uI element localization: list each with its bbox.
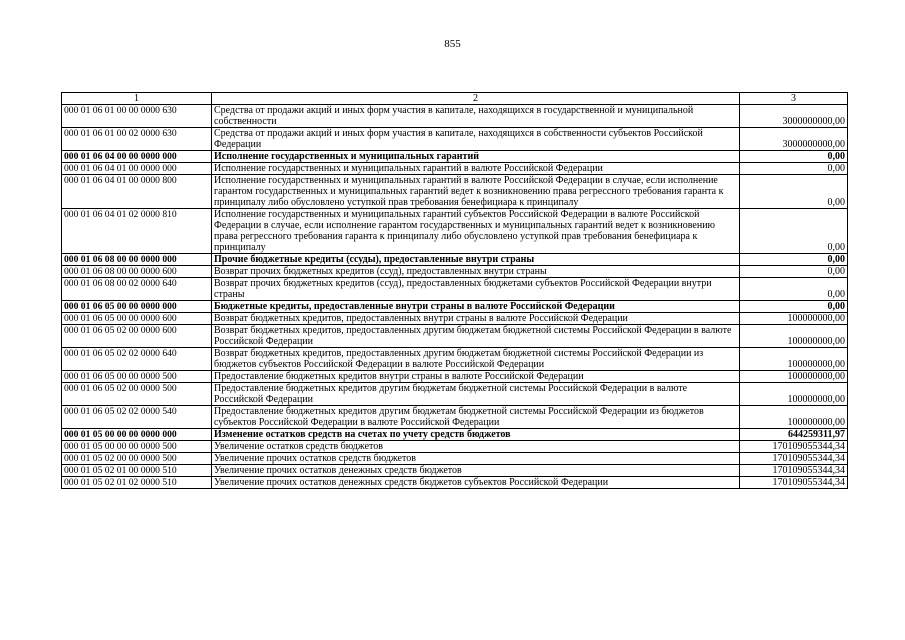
- row-name-cell: Средства от продажи акций и иных форм участия в капитале, находящихся в государственной и муниципальной собственности: [212, 105, 740, 128]
- table-row: [62, 163, 848, 175]
- row-code-cell: 000 01 06 01 00 02 0000 630: [62, 128, 212, 151]
- row-amount-cell: 0,00: [740, 163, 848, 175]
- row-amount-cell: 3000000000,00: [740, 128, 848, 151]
- row-amount-cell: 100000000,00: [740, 406, 848, 429]
- row-name-cell: Изменение остатков средств на счетах по учету средств бюджетов: [212, 429, 740, 441]
- row-name-cell: Исполнение государственных и муниципальных гарантий: [212, 151, 740, 163]
- table-row: [62, 325, 848, 348]
- row-name-cell: Увеличение прочих остатков денежных средств бюджетов субъектов Российской Федерации: [212, 477, 740, 489]
- row-amount-cell: 0,00: [740, 278, 848, 301]
- row-code-cell: 000 01 06 05 02 02 0000 540: [62, 406, 212, 429]
- row-name-cell: Средства от продажи акций и иных форм участия в капитале, находящихся в собственности субъектов Российской Федерации: [212, 128, 740, 151]
- row-code-cell: 000 01 06 05 02 00 0000 600: [62, 325, 212, 348]
- table-row: [62, 383, 848, 406]
- table-row: [62, 105, 848, 128]
- row-amount-cell: 0,00: [740, 254, 848, 266]
- table-row: [62, 266, 848, 278]
- row-name-cell: Предоставление бюджетных кредитов внутри страны в валюте Российской Федерации: [212, 371, 740, 383]
- row-code-cell: 000 01 05 02 01 02 0000 510: [62, 477, 212, 489]
- row-name-cell: Бюджетные кредиты, предоставленные внутри страны в валюте Российской Федерации: [212, 301, 740, 313]
- row-amount-cell: 100000000,00: [740, 325, 848, 348]
- column-header-code: 1: [62, 93, 212, 105]
- table-row: [62, 313, 848, 325]
- row-name-cell: Увеличение прочих остатков средств бюджетов: [212, 453, 740, 465]
- row-name-cell: Возврат бюджетных кредитов, предоставленных внутри страны в валюте Российской Федерации: [212, 313, 740, 325]
- row-amount-cell: 170109055344,34: [740, 441, 848, 453]
- row-name-cell: Исполнение государственных и муниципальных гарантий в валюте Российской Федерации: [212, 163, 740, 175]
- table-header-row: [62, 93, 848, 105]
- row-name-cell: Возврат бюджетных кредитов, предоставленных другим бюджетам бюджетной системы Российской Федерации из бюджетов субъектов Российской Федерации в валюте Российской Федерации: [212, 348, 740, 371]
- row-name-cell: Предоставление бюджетных кредитов другим бюджетам бюджетной системы Российской Федерации из бюджетов субъектов Российской Федерации в валюте Российской Федерации: [212, 406, 740, 429]
- row-code-cell: 000 01 06 04 01 00 0000 800: [62, 175, 212, 209]
- table-row: [62, 429, 848, 441]
- row-code-cell: 000 01 05 00 00 00 0000 500: [62, 441, 212, 453]
- row-code-cell: 000 01 05 00 00 00 0000 000: [62, 429, 212, 441]
- row-code-cell: 000 01 05 02 01 00 0000 510: [62, 465, 212, 477]
- row-amount-cell: 100000000,00: [740, 383, 848, 406]
- column-header-amount: 3: [740, 93, 848, 105]
- table-row: [62, 371, 848, 383]
- table-row: [62, 406, 848, 429]
- row-amount-cell: 170109055344,34: [740, 453, 848, 465]
- row-code-cell: 000 01 06 05 02 02 0000 640: [62, 348, 212, 371]
- row-name-cell: Увеличение остатков средств бюджетов: [212, 441, 740, 453]
- table-row: [62, 175, 848, 209]
- row-name-cell: Предоставление бюджетных кредитов другим бюджетам бюджетной системы Российской Федерации в валюте Российской Федерации: [212, 383, 740, 406]
- row-amount-cell: 3000000000,00: [740, 105, 848, 128]
- page-number: 855: [444, 38, 461, 50]
- row-amount-cell: 0,00: [740, 301, 848, 313]
- row-amount-cell: 100000000,00: [740, 313, 848, 325]
- row-name-cell: Исполнение государственных и муниципальных гарантий в валюте Российской Федерации в случае, если исполнение гарантом государственных и муниципальных гарантий ведет к возникновению права регрессного требования гаранта к принципалу либо обусловлено уступкой прав требования бенефициара к принципалу: [212, 175, 740, 209]
- row-amount-cell: 644259311,97: [740, 429, 848, 441]
- row-name-cell: Исполнение государственных и муниципальных гарантий субъектов Российской Федерации в валюте Российской Федерации в случае, если исполнение гарантом государственных и муниципальных гарантий ведет к возникновению права регрессного требования гаранта к принципалу либо обусловлено уступкой прав требования бенефициара к принципалу: [212, 209, 740, 254]
- row-code-cell: 000 01 06 08 00 00 0000 600: [62, 266, 212, 278]
- column-header-name: 2: [212, 93, 740, 105]
- row-amount-cell: 100000000,00: [740, 371, 848, 383]
- table-row: [62, 278, 848, 301]
- row-code-cell: 000 01 06 04 01 02 0000 810: [62, 209, 212, 254]
- row-code-cell: 000 01 06 05 02 00 0000 500: [62, 383, 212, 406]
- row-code-cell: 000 01 06 08 00 00 0000 000: [62, 254, 212, 266]
- table-row: [62, 254, 848, 266]
- row-code-cell: 000 01 06 08 00 02 0000 640: [62, 278, 212, 301]
- row-amount-cell: 0,00: [740, 209, 848, 254]
- row-name-cell: Возврат прочих бюджетных кредитов (ссуд), предоставленных внутри страны: [212, 266, 740, 278]
- row-code-cell: 000 01 06 04 00 00 0000 000: [62, 151, 212, 163]
- table-row: [62, 209, 848, 254]
- table-row: [62, 441, 848, 453]
- row-amount-cell: 170109055344,34: [740, 477, 848, 489]
- row-name-cell: Увеличение прочих остатков денежных средств бюджетов: [212, 465, 740, 477]
- row-amount-cell: 0,00: [740, 151, 848, 163]
- table-row: [62, 151, 848, 163]
- table-row: [62, 453, 848, 465]
- row-code-cell: 000 01 06 05 00 00 0000 000: [62, 301, 212, 313]
- row-code-cell: 000 01 05 02 00 00 0000 500: [62, 453, 212, 465]
- row-name-cell: Возврат прочих бюджетных кредитов (ссуд), предоставленных бюджетами субъектов Российской Федерации внутри страны: [212, 278, 740, 301]
- row-code-cell: 000 01 06 04 01 00 0000 000: [62, 163, 212, 175]
- row-amount-cell: 100000000,00: [740, 348, 848, 371]
- row-name-cell: Прочие бюджетные кредиты (ссуды), предоставленные внутри страны: [212, 254, 740, 266]
- table-row: [62, 477, 848, 489]
- row-code-cell: 000 01 06 05 00 00 0000 500: [62, 371, 212, 383]
- row-amount-cell: 0,00: [740, 175, 848, 209]
- budget-table: [61, 92, 848, 489]
- table-body: [62, 105, 848, 489]
- row-amount-cell: 0,00: [740, 266, 848, 278]
- table-row: [62, 301, 848, 313]
- row-code-cell: 000 01 06 01 00 00 0000 630: [62, 105, 212, 128]
- row-code-cell: 000 01 06 05 00 00 0000 600: [62, 313, 212, 325]
- row-amount-cell: 170109055344,34: [740, 465, 848, 477]
- table-row: [62, 128, 848, 151]
- row-name-cell: Возврат бюджетных кредитов, предоставленных другим бюджетам бюджетной системы Российской Федерации в валюте Российской Федерации: [212, 325, 740, 348]
- table-row: [62, 465, 848, 477]
- table-row: [62, 348, 848, 371]
